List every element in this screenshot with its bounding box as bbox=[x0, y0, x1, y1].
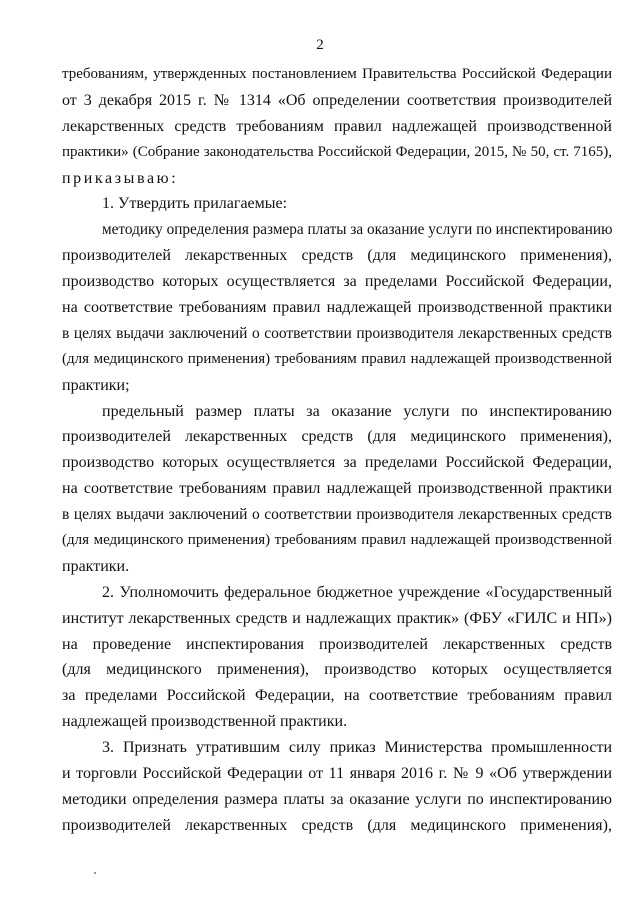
text-line: (для медицинского применения) требованиям правил надлежащей производственной bbox=[62, 532, 612, 549]
text-line: надлежащей производственной практики. bbox=[62, 713, 348, 731]
text-line: в целях выдачи заключений о соответствии производителя лекарственных средств bbox=[62, 324, 612, 342]
text-line: 1. Утвердить прилагаемые: bbox=[102, 195, 288, 213]
text-line: методику определения размера платы за оказание услуги по инспектированию bbox=[102, 221, 613, 239]
scan-speck bbox=[94, 872, 96, 874]
text-line: от 3 декабря 2015 г. № 1314 «Об определении соответствия производителей bbox=[62, 91, 612, 109]
text-line: (для медицинского применения), производство которых осуществляется bbox=[62, 661, 612, 679]
text-line: (для медицинского применения) требованиям правил надлежащей производственной bbox=[62, 350, 612, 367]
text-line: на проведение инспектирования производителей лекарственных средств bbox=[62, 635, 612, 653]
text-line: за пределами Российской Федерации, на соответствие требованиям правил bbox=[62, 687, 612, 705]
page-number: 2 bbox=[316, 37, 324, 53]
text-line: производителей лекарственных средств (для медицинского применения), bbox=[62, 428, 612, 446]
document-body bbox=[62, 62, 612, 839]
text-line: требованиям, утвержденных постановлением Правительства Российской Федерации bbox=[62, 66, 612, 82]
text-line: практики. bbox=[62, 557, 130, 575]
text-line: производство которых осуществляется за пределами Российской Федерации, bbox=[62, 273, 612, 291]
text-line: 3. Признать утратившим силу приказ Министерства промышленности bbox=[102, 739, 612, 757]
text-line: производство которых осуществляется за пределами Российской Федерации, bbox=[62, 454, 612, 472]
text-line: предельный размер платы за оказание услуги по инспектированию bbox=[102, 402, 612, 420]
text-line: практики; bbox=[62, 376, 130, 394]
text-line: 2. Уполномочить федеральное бюджетное учреждение «Государственный bbox=[102, 583, 612, 601]
text-line: производителей лекарственных средств (для медицинского применения), bbox=[62, 247, 612, 265]
text-line: методики определения размера платы за оказание услуги по инспектированию bbox=[62, 790, 612, 808]
text-line: в целях выдачи заключений о соответствии производителя лекарственных средств bbox=[62, 506, 612, 524]
text-line: институт лекарственных средств и надлежащих практик» (ФБУ «ГИЛС и НП») bbox=[62, 609, 612, 627]
text-line: на соответствие требованиям правил надлежащей производственной практики bbox=[62, 299, 612, 317]
text-line: производителей лекарственных средств (для медицинского применения), bbox=[62, 816, 612, 834]
text-line: приказываю: bbox=[62, 169, 179, 187]
text-line: на соответствие требованиям правил надлежащей производственной практики bbox=[62, 480, 612, 498]
text-line: и торговли Российской Федерации от 11 января 2016 г. № 9 «Об утверждении bbox=[62, 765, 612, 783]
text-line: практики» (Собрание законодательства Российской Федерации, 2015, № 50, ст. 7165), bbox=[62, 143, 612, 160]
text-line: лекарственных средств требованиям правил надлежащей производственной bbox=[62, 117, 612, 135]
